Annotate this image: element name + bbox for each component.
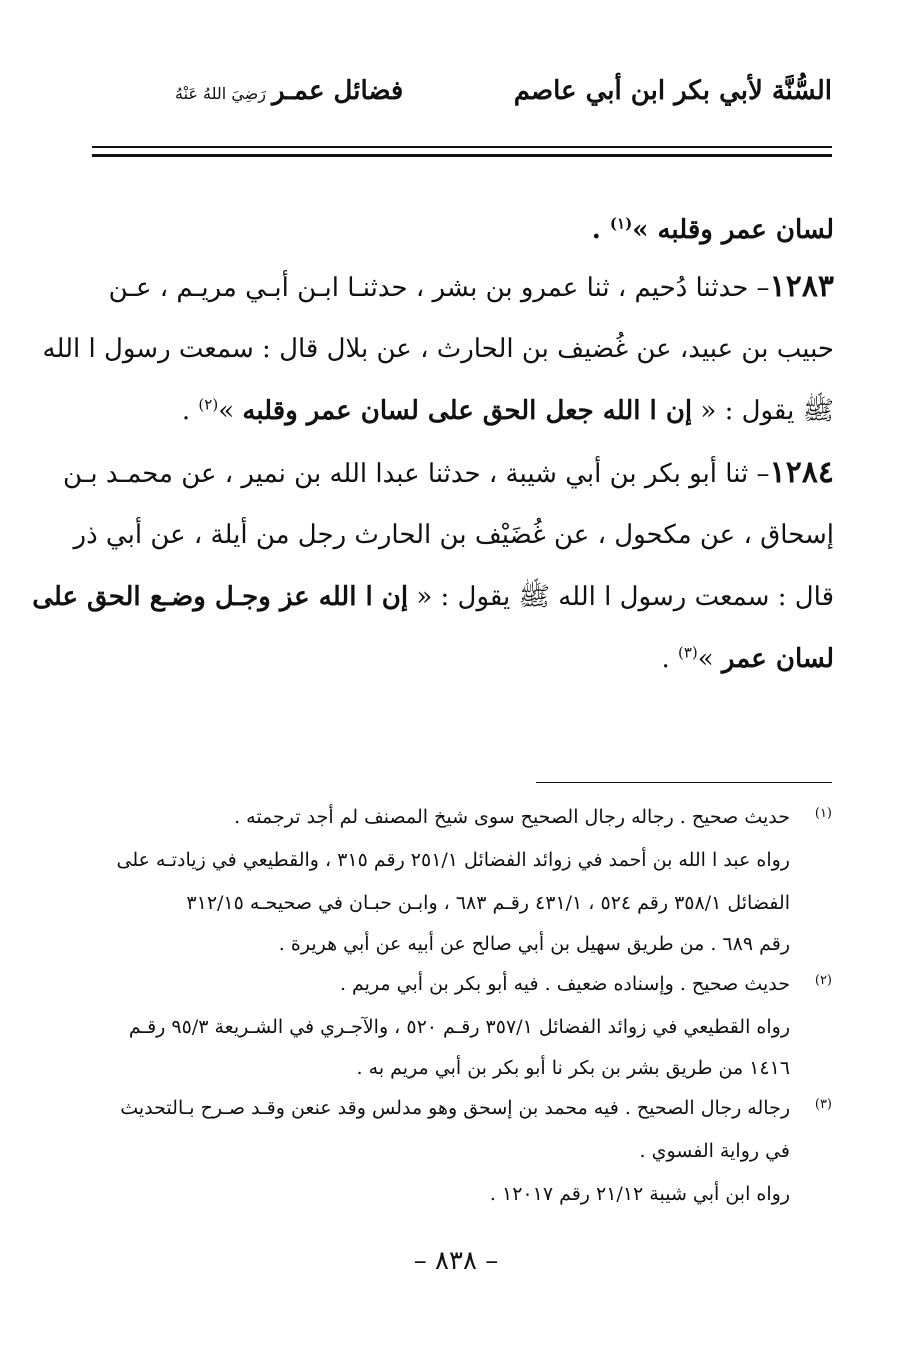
footnote-text: حديث صحيح . رجاله رجال الصحيح سوى شيخ المصنف لم أجد ترجمته . [234,806,790,828]
text-line [42,318,834,380]
footnote-line [88,1130,832,1173]
hadith-matn: لسان عمر [721,644,834,674]
text-line [88,628,834,690]
footnote-text: حديث صحيح . وإسناده ضعيف . فيه أبو بكر بن أبي مريم . [339,973,790,995]
header-rule-thin [92,146,832,148]
footnote-line [88,1173,832,1216]
line-end: . [181,396,199,426]
quote-close: » [218,396,243,426]
footnotes [88,796,832,1216]
header-rule-thick [92,154,832,157]
footnote-marker: (٣) [814,1097,832,1112]
quote-close: » [697,644,722,674]
footnote-ref: (٣) [677,643,698,662]
line-text: – ثنا أبو بكر بن أبي شيبة ، حدثنا عبدا الله بن نمير ، عن محمـد بـن [63,459,770,489]
footnote-text: الفضائل ٣٥٨/١ رقم ٥٢٤ ، ٤٣١/١ رقـم ٦٨٣ ، وابـن حبـان في صحيحـه ٣١٢/١٥ [186,892,790,914]
book-title: السُّنَّة لأبي بكر ابن أبي عاصم [513,76,832,106]
hadith-matn: إن ا الله عز وجـل وضـع الحق على [32,582,409,612]
footnote-text: ١٤١٦ من طريق بشر بن بكر نا أبو بكر بن أبي مريم به . [356,1057,790,1079]
footnote-separator [536,782,832,783]
text-line [32,566,834,628]
text-line [88,204,834,256]
footnote-text: في رواية الفسوي . [639,1140,790,1162]
running-head [60,76,832,116]
line-end: . [661,644,678,674]
footnote-text: رواه عبد ا الله بن أحمد في زوائد الفضائل ٢٥١/١ رقم ٣١٥ ، والقطيعي في زيادتـه على [116,849,790,871]
hadith-number: ١٢٨٤ [769,455,834,490]
footnote-line [88,1049,832,1087]
footnote-3 [88,1087,832,1130]
line-text: ﷺ يقول : « [692,396,834,426]
hadith-number: ١٢٨٣ [769,269,834,304]
footnote-ref: (٢) [198,395,219,414]
chapter-title-text: فضائل عمـر [271,76,404,106]
hadith-1284 [63,442,834,504]
line-text: حبيب بن عبيد، عن غُضيف بن الحارث ، عن بلال قال : سمعت رسول ا الله [42,334,834,364]
footnote-1 [88,796,832,839]
line-text: لسان عمر وقلبه » [632,215,834,245]
hadith-matn: إن ا الله جعل الحق على لسان عمر وقلبه [242,396,693,426]
footnote-2 [88,963,832,1006]
page-number: – ٨٣٨ – [413,1246,499,1276]
line-text: قال : سمعت رسول ا الله ﷺ يقول : « [408,582,834,612]
footnote-marker: (٢) [814,973,832,988]
footnote-line [88,925,832,963]
line-text: – حدثنا دُحيم ، ثنا عمرو بن بشر ، حدثنـا ابـن أبـي مريـم ، عـن [108,273,770,303]
line-end: . [591,215,610,245]
footnote-text: رقم ٦٨٩ . من طريق سهيل بن أبي صالح عن أبيه عن أبي هريرة . [278,933,790,955]
footnote-text: رواه القطيعي في زوائد الفضائل ٣٥٧/١ رقـم ٥٢٠ ، والآجـري في الشـريعة ٩٥/٣ رقـم [128,1016,790,1038]
hadith-1283 [88,256,834,318]
text-line [88,380,834,442]
footnote-line [88,839,832,882]
footnote-text: رواه ابن أبي شيبة ٢١/١٢ رقم ١٢٠١٧ . [489,1183,790,1205]
chapter-title [175,76,403,106]
footnote-ref: (١) [609,214,633,233]
footnote-line [88,882,832,925]
footnote-text: رجاله رجال الصحيح . فيه محمد بن إسحق وهو مدلس وقد عنعن وقـد صـرح بـالتحديث [120,1097,790,1119]
line-text: إسحاق ، عن مكحول ، عن غُضَيْف بن الحارث رجل من أيلة ، عن أبي ذر [73,520,834,550]
text-line [73,504,834,566]
footnote-line [88,1006,832,1049]
footnote-marker: (١) [814,806,832,821]
main-text [32,204,834,690]
honorific: رَضِيَ اللهُ عَنْهُ [175,84,266,103]
